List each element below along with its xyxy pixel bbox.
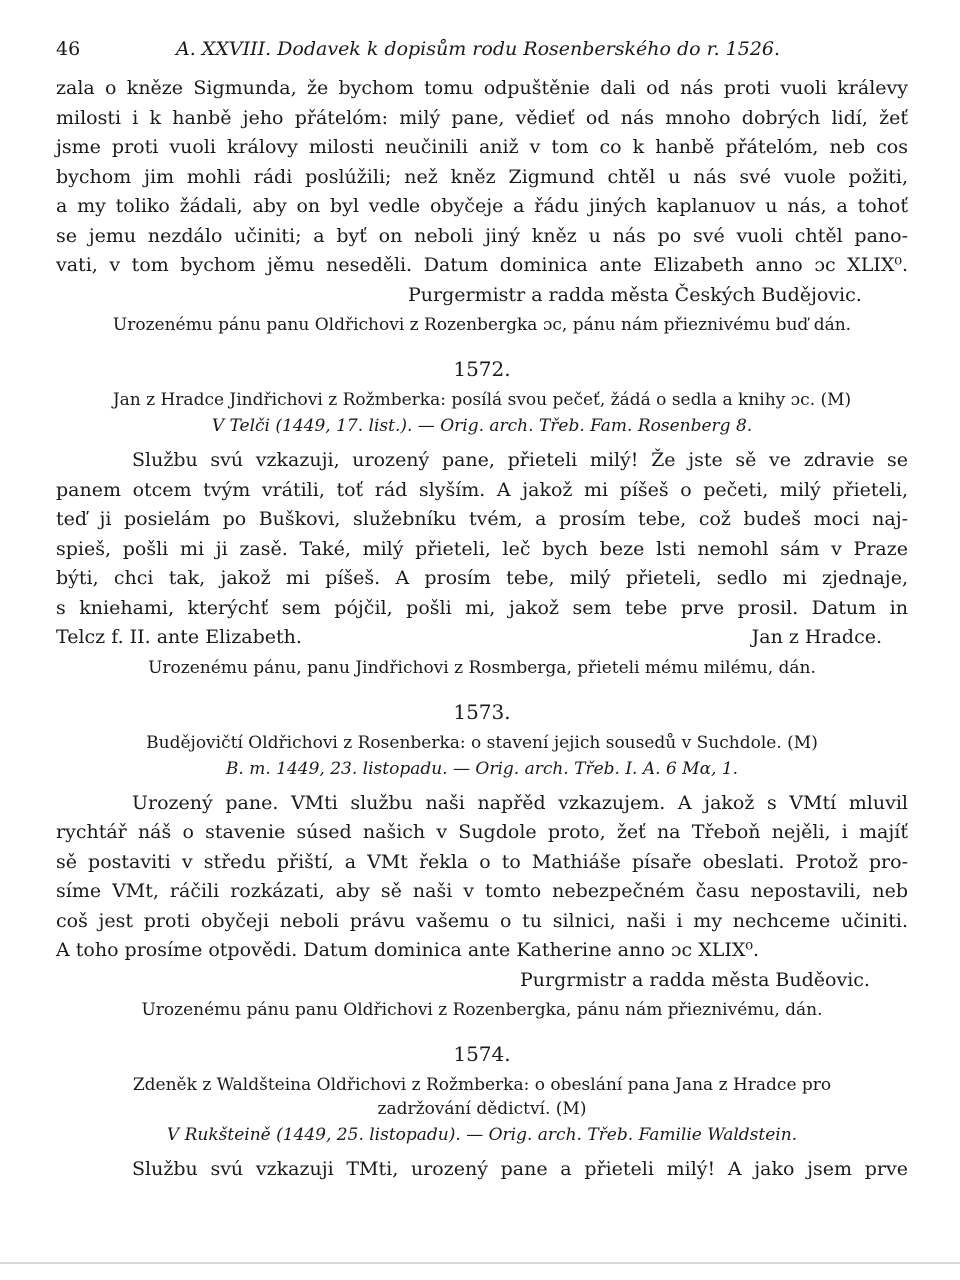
letter-address: Urozenému pánu panu Oldřichovi z Rozenbergka, pánu nám přieznivému, dán. [141,1000,823,1020]
page-header [56,38,908,68]
text-line: Službu svú vzkazuji TMti, urozený pane a přieteli milý! A jako jsem prve [132,1158,908,1180]
text-line: zala o kněze Sigmunda, že bychom tomu odpuštěnie dali od nás proti vuoli králevy [56,77,908,99]
text-line: a my toliko žádali, aby on byl vedle obyčeje a řádu jiných kaplanuov u nás, a tohoť [56,195,908,217]
letter-source: V Rukšteině (1449, 25. listopadu). — Orig. arch. Třeb. Familie Waldstein. [166,1125,798,1145]
regest-line: Zdeněk z Waldšteina Oldřichovi z Rožmberka: o obeslání pana Jana z Hradce pro [132,1075,832,1095]
letter-text [56,1155,908,1185]
letter-address: Urozenému pánu panu Oldřichovi z Rozenbergka ɔc, pánu nám přieznivému buď dán. [112,315,852,335]
text-line: vati, v tom bychom jěmu neseděli. Datum dominica ante Elizabeth anno ɔc XLIX⁰. [56,254,908,276]
text-line: Urozený pane. VMti službu naši napřěd vzkazujem. A jakož s VMtí mluvil [132,791,908,814]
text-line: Službu svú vzkazuji, urozený pane, přieteli milý! Že jste sě ve zdravie se [132,449,908,471]
text-line: sě postaviti v středu přiští, a VMt řekla o to Mathiáše písaře obeslati. Protož pro- [56,850,908,873]
page-number: 46 [56,38,81,60]
previous-letter-text [56,74,908,310]
text-line: se jemu nezdálo učiniti; a byť on neboli jiný kněz u nás po své vuoli chtěl pano- [56,224,908,247]
document-page [56,38,908,1185]
text-line: rychtář náš o stavenie súsed našich v Sugdole proto, žeť na Třeboň nejěli, i majíť [56,821,908,843]
regest-line: zadržování dědictví. (M) [377,1099,587,1119]
page-edge [0,1262,960,1264]
date-place: Telcz f. II. ante Elizabeth. [56,626,302,648]
letter-number: 1574. [453,1042,511,1066]
text-line: milosti i k hanbě jeho přátelóm: milý pane, vědieť od nás mnoho dobrých lidí, žeť [56,106,908,129]
letter-regest: Budějovičtí Oldřichovi z Rosenberka: o stavení jejich sousedů v Suchdole. (M) [146,732,818,753]
text-line: býti, chci tak, jakož mi píšeš. A prosím tebe, milý přieteli, sedlo mi zjednaje, [56,567,908,589]
letter-text [56,789,908,996]
text-line: s kniehami, kterýchť sem pójčil, pošli mi, jakož sem tebe prve prosil. Datum in [56,596,908,619]
signature: Purgermistr a radda města Českých Budějovic. [408,283,862,306]
letter-regest [56,1073,908,1121]
letter-source: V Telči (1449, 17. list.). — Orig. arch. Třeb. Fam. Rosenberg 8. [211,416,753,436]
letter-text [56,446,908,653]
text-line: jsme proti vuoli královy milosti neučinili aniž v tom co k hanbě přátelóm, neb cos [56,136,908,158]
letter-number: 1572. [453,357,511,381]
text-line [56,623,908,653]
text-line: síme VMt, ráčili rozkázati, aby sě naši v tomto nebezpečném času nepostavili, neb [56,880,908,902]
letter-address: Urozenému pánu, panu Jindřichovi z Rosmberga, přieteli mému milému, dán. [148,657,816,678]
letter-regest: Jan z Hradce Jindřichovi z Rožmberka: posílá svou pečeť, žádá o sedla a knihy ɔc. (M) [112,390,852,410]
text-line: panem otcem tvým vrátili, toť rád slyším. A jakož mi píšeš o pečeti, milý přieteli, [56,478,908,501]
text-line: coš jest proti obyčeji neboli právu vašemu o tu silnici, naši i my nechceme učiniti. [56,909,908,932]
text-line: A toho prosíme otpovědi. Datum dominica ante Katherine anno ɔc XLIX⁰. [56,939,760,961]
text-line: teď ji posielám po Buškovi, služebníku tvém, a prosím tebe, což budeš moci naj- [56,508,908,530]
signature: Purgrmistr a radda města Buděovic. [520,968,870,991]
text-line: bychom jim mohli rádi poslúžili; než kněz Zigmund chtěl u nás své vuole požiti, [56,165,908,188]
running-title: A. XXVIII. Dodavek k dopisům rodu Rosenberského do r. 1526. [176,38,781,60]
text-line: spieš, pošli mi ji zasě. Také, milý přieteli, leč bych beze lsti nemohl sám v Praze [56,537,908,560]
signature: Jan z Hradce. [751,626,882,648]
letter-source: B. m. 1449, 23. listopadu. — Orig. arch. Třeb. I. A. 6 Mα, 1. [225,758,739,779]
letter-number: 1573. [453,699,511,724]
